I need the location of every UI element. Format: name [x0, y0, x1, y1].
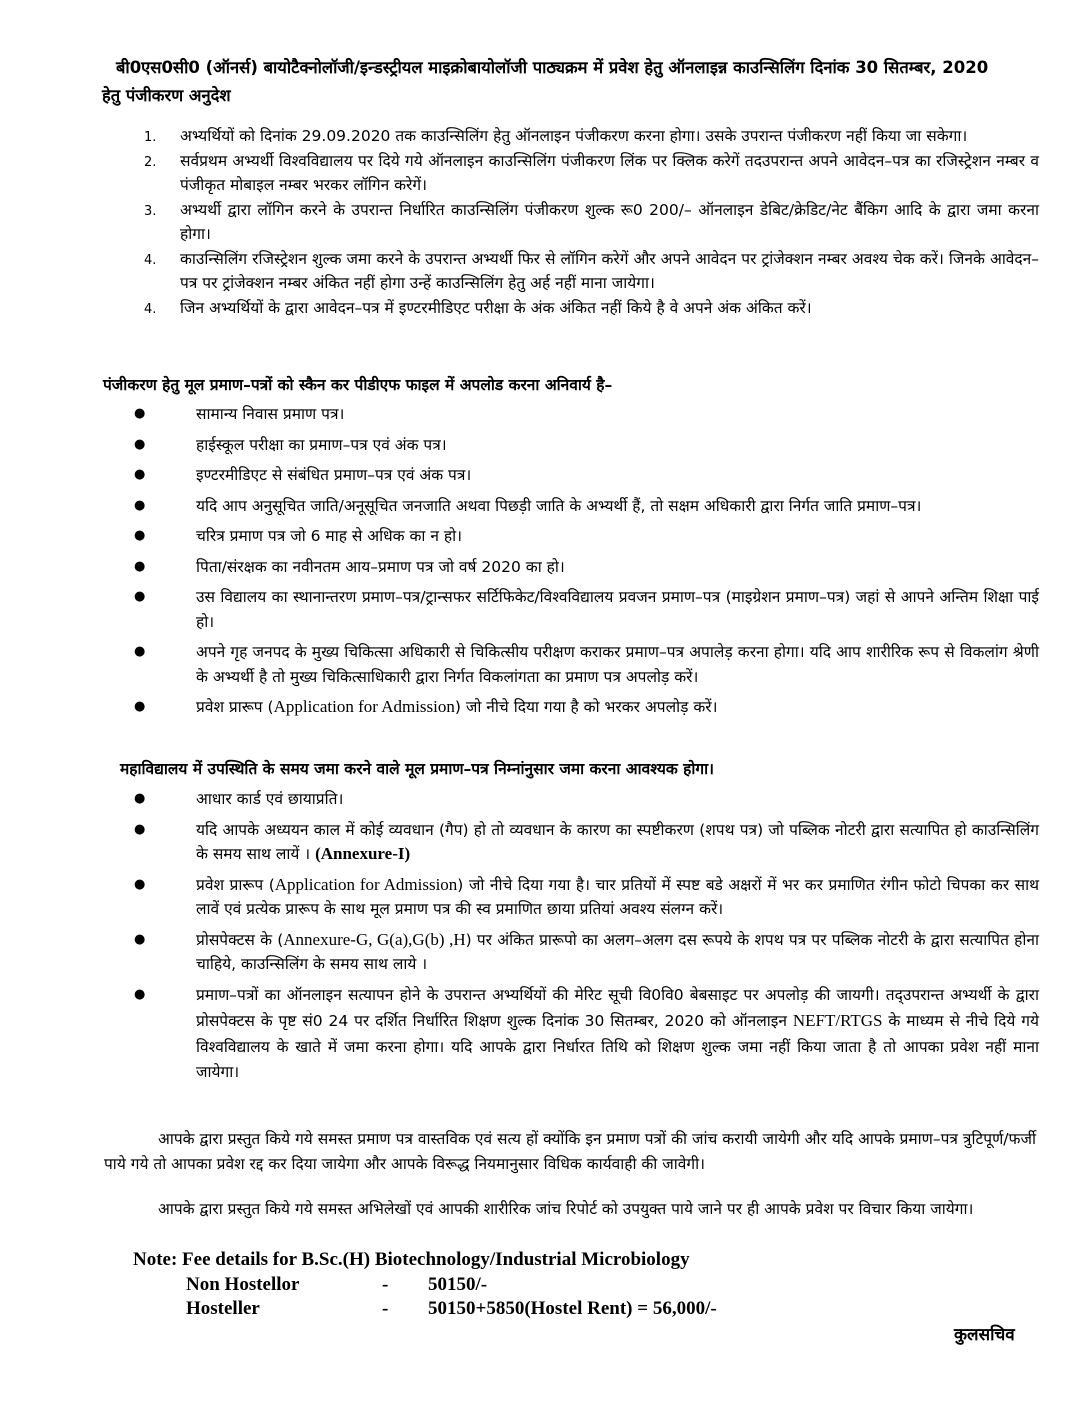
list-item [134, 433, 1039, 458]
list-item [134, 463, 1039, 488]
bullet-icon: ● [134, 528, 146, 543]
item-number: 3. [144, 203, 157, 219]
fee-label: Non Hostellor [186, 1274, 300, 1295]
annexure-label: (Annexure-I) [315, 844, 411, 863]
item-text-latin: Annexure-G, G(a),G(b) ,H [283, 929, 466, 949]
registrar-signature: कुलसचिव [954, 1325, 1015, 1345]
list-item [134, 402, 1039, 427]
item-text: प्रमाण–पत्रों का ऑनलाइन सत्यापन होने के उपरान्त अभ्यर्थियों की मेरिट सूची वि0वि0 बेबसाइट पर अपलोड़ की जायगी। तद्उपरान्त अभ्यर्थी के द्वारा प्रोसपेक्टस के पृष्ट सं0 24 पर दर्शित निर्धारित शिक्षण शुल्क दिनांक 30 सितम्बर, 2020 को ऑनलाइन [196, 985, 1039, 1030]
list-item [134, 555, 1039, 580]
document-title: बी0एस0सी0 (ऑनर्स) बायोटैक्नोलॉजी/इन्डस्ट्रीयल माइक्रोबायोलॉजी पाठ्यक्रम में प्रवेश हेतु ऑनलाइन्न काउन्सिलिंग दिनांक 30 सितम्बर, 2020 हेतु पंजीकरण अनुदेश [102, 58, 989, 105]
list-item [134, 585, 1039, 634]
instruction-item [144, 198, 1039, 247]
item-text: प्रवेश प्रारूप ( [196, 698, 274, 716]
item-text: के माध्यम से नीचे दिये गये विश्वविद्यालय के खाते में जमा करना होगा। यदि आपके द्वारा निर्धारत तिथि को शिक्षण शुल्क जमा नहीं किया जाता है तो आपका प्रवेश नहीं माना जायेगा। [196, 1012, 1040, 1081]
list-item [134, 524, 1039, 549]
item-text: उस विद्यालय का स्थानान्तरण प्रमाण–पत्र/ट्रान्सफर सर्टिफिकेट/विश्वविद्यालय प्रवजन प्रमाण–पत्र (माइग्रेशन प्रमाण–पत्र) जहां से आपने अन्तिम शिक्षा पाई हो। [196, 588, 1039, 631]
bullet-icon: ● [134, 876, 146, 892]
bullet-icon: ● [134, 589, 146, 604]
item-text-latin: Application for Admission [273, 697, 455, 716]
item-number: 2. [144, 154, 157, 170]
fee-dash: - [382, 1298, 389, 1319]
item-text: ) जो नीचे दिया गया है को भरकर अपलोड़ करें। [454, 698, 718, 716]
item-text: यदि आपके अध्ययन काल में कोई व्यवधान (गैप) हो तो व्यवधान के कारण का स्पष्टीकरण (शपथ पत्र) जो पब्लिक नोटरी द्वारा सत्यापित हो काउन्सिलिंग के समय साथ लायें । [196, 820, 1039, 863]
item-text: हाईस्कूल परीक्षा का प्रमाण–पत्र एवं अंक पत्र। [196, 435, 447, 454]
list-item [134, 494, 1039, 519]
item-text: अभ्यर्थी द्वारा लॉगिन करने के उपरान्त निर्धारित काउन्सिलिंग पंजीकरण शुल्क रू0 200/– ऑनलाइन डेबिट/क्रेडिट/नेट बैंकिग आदि के द्वारा जमा करना होगा। [180, 200, 1039, 243]
item-number: 1. [144, 130, 157, 145]
list-item [134, 983, 1039, 1086]
item-text: ) पर अंकित प्रारूपो का अलग–अलग दस रूपये के शपथ पत्र पर पब्लिक नोटरी के द्वारा सत्यापित होना चाहिये, काउन्सिलिंग के समय साथ लाये । [196, 930, 1039, 973]
bullet-icon: ● [134, 467, 146, 482]
list-item [134, 695, 1039, 720]
item-number: 4. [144, 301, 157, 317]
bullet-icon: ● [134, 497, 146, 513]
item-text: अभ्यर्थियों को दिनांक 29.09.2020 तक काउन्सिलिंग हेतु ऑनलाइन पंजीकरण करना होगा। उसके उपरान्त पंजीकरण नहीं किया जा सकेगा। [180, 127, 968, 145]
item-text-latin: Application for Admission [274, 874, 458, 894]
bullet-icon: ● [134, 791, 146, 806]
item-text-latin: NEFT/RTGS [792, 1011, 883, 1030]
item-number: 4. [144, 252, 157, 268]
declaration-paragraph: आपके द्वारा प्रस्तुत किये गये समस्त प्रमाण पत्र वास्तविक एवं सत्य हों क्योंकि इन प्रमाण पत्रों की जांच करायी जायेगी और यदि आपके प्रमाण–पत्र त्रुटिपूर्ण/फर्जी पाये गये तो आपका प्रवेश रद्द कर दिया जायेगा और आपके विरूद्ध नियमानुसार विधिक कार्यवाही की जावेगी। [104, 1130, 1036, 1173]
instruction-list [144, 124, 1039, 320]
deposit-list [134, 787, 1039, 1086]
list-item [134, 640, 1039, 689]
item-text: जिन अभ्यर्थियों के द्वारा आवेदन–पत्र में इण्टरमीडिएट परीक्षा के अंक अंकित नहीं किये है वे अपने अंक अंकित करें। [180, 298, 812, 317]
item-text: काउन्सिलिंग रजिस्ट्रेशन शुल्क जमा करने के उपरान्त अभ्यर्थी फिर से लॉगिन करेगें और अपने आवेदन पर ट्रांजेक्शन नम्बर अवश्य चेक करें। जिनके आवेदन–पत्र पर ट्रांजेक्शन नम्बर अंकित नहीं होगा उन्हें काउन्सिलिंग हेतु अर्ह नहीं माना जायेगा। [180, 249, 1039, 292]
item-text: चरित्र प्रमाण पत्र जो 6 माह से अधिक का न हो। [196, 527, 462, 545]
bullet-icon: ● [134, 821, 146, 837]
item-text: इण्टरमीडिएट से संबंधित प्रमाण–पत्र एवं अंक पत्र। [196, 466, 472, 484]
item-text: प्रोसपेक्टस के ( [196, 930, 284, 949]
fee-dash: - [382, 1274, 389, 1295]
instruction-item [144, 124, 1039, 149]
list-item [134, 928, 1039, 977]
item-text: सामान्य निवास प्रमाण पत्र। [196, 405, 345, 423]
instruction-item [144, 149, 1039, 198]
list-item [134, 818, 1039, 867]
item-text: आधार कार्ड एवं छायाप्रति। [196, 790, 344, 808]
fee-value: 50150/- [428, 1274, 488, 1295]
list-item [134, 873, 1039, 922]
bullet-icon: ● [134, 931, 146, 947]
bullet-icon: ● [134, 558, 146, 574]
item-text: पिता/संरक्षक का नवीनतम आय–प्रमाण पत्र जो वर्ष 2020 का हो। [196, 557, 565, 576]
upload-list [134, 402, 1039, 720]
item-text: यदि आप अनुसूचित जाति/अनूसूचित जनजाति अथवा पिछड़ी जाति के अभ्यर्थी हैं, तो सक्षम अधिकारी द्वारा निर्गत जाति प्रमाण–पत्र। [196, 496, 922, 515]
bullet-icon: ● [134, 406, 146, 421]
fee-value: 50150+5850(Hostel Rent) = 56,000/- [428, 1298, 717, 1319]
bullet-icon: ● [134, 644, 146, 659]
instruction-item [144, 296, 1039, 321]
item-text: प्रवेश प्रारूप ( [196, 875, 275, 894]
upload-heading: पंजीकरण हेतु मूल प्रमाण–पत्रों को स्कैन कर पीडीएफ फाइल में अपलोड करना अनिवार्य है– [103, 376, 613, 394]
fee-label: Hosteller [186, 1298, 260, 1319]
fee-note: Note: Fee details for B.Sc.(H) Biotechnology/Industrial Microbiology [133, 1249, 690, 1270]
consideration-paragraph: आपके द्वारा प्रस्तुत किये गये समस्त अभिलेखों एवं आपकी शारीरिक जांच रिपोर्ट को उपयुक्त पाये जाने पर ही आपके प्रवेश पर विचार किया जायेगा। [158, 1200, 974, 1218]
deposit-heading: महाविद्यालय में उपस्थिति के समय जमा करने वाले मूल प्रमाण–पत्र निम्नांनुसार जमा करना आवश्यक होगा। [120, 760, 714, 778]
bullet-icon: ● [134, 436, 146, 452]
bullet-icon: ● [134, 986, 146, 1002]
item-text: ) जो नीचे दिया गया है। चार प्रतियों में स्पष्ट बडे अक्षरों में भर कर प्रमाणित रंगीन फोटो चिपका कर साथ लावें एवं प्रत्येक प्रारूप के साथ मूल प्रमाण पत्र की स्व प्रमाणित छाया प्रतियां अवश्य संलग्न करें। [196, 875, 1040, 918]
item-text: अपने गृह जनपद के मुख्य चिकित्सा अधिकारी से चिकित्सीय परीक्षण कराकर प्रमाण–पत्र अपालेड़ करना होगा। यदि आप शारीरिक रूप से विकलांग श्रेणी के अभ्यर्थी है तो मुख्य चिकित्साधिकारी द्वारा निर्गत विकलांगता का प्रमाण पत्र अपलोड़ करें। [196, 643, 1039, 686]
bullet-icon: ● [134, 699, 146, 714]
item-text: सर्वप्रथम अभ्यर्थी विश्वविद्यालय पर दिये गये ऑनलाइन काउन्सिलिंग पंजीकरण लिंक पर क्लिक करेगें तदउपरान्त अपने आवेदन–पत्र का रजिस्ट्रेशन नम्बर व पंजीकृत मोबाइल नम्बर भरकर लॉगिन करेगें। [180, 151, 1039, 194]
instruction-item [144, 247, 1039, 296]
list-item [134, 787, 1039, 812]
